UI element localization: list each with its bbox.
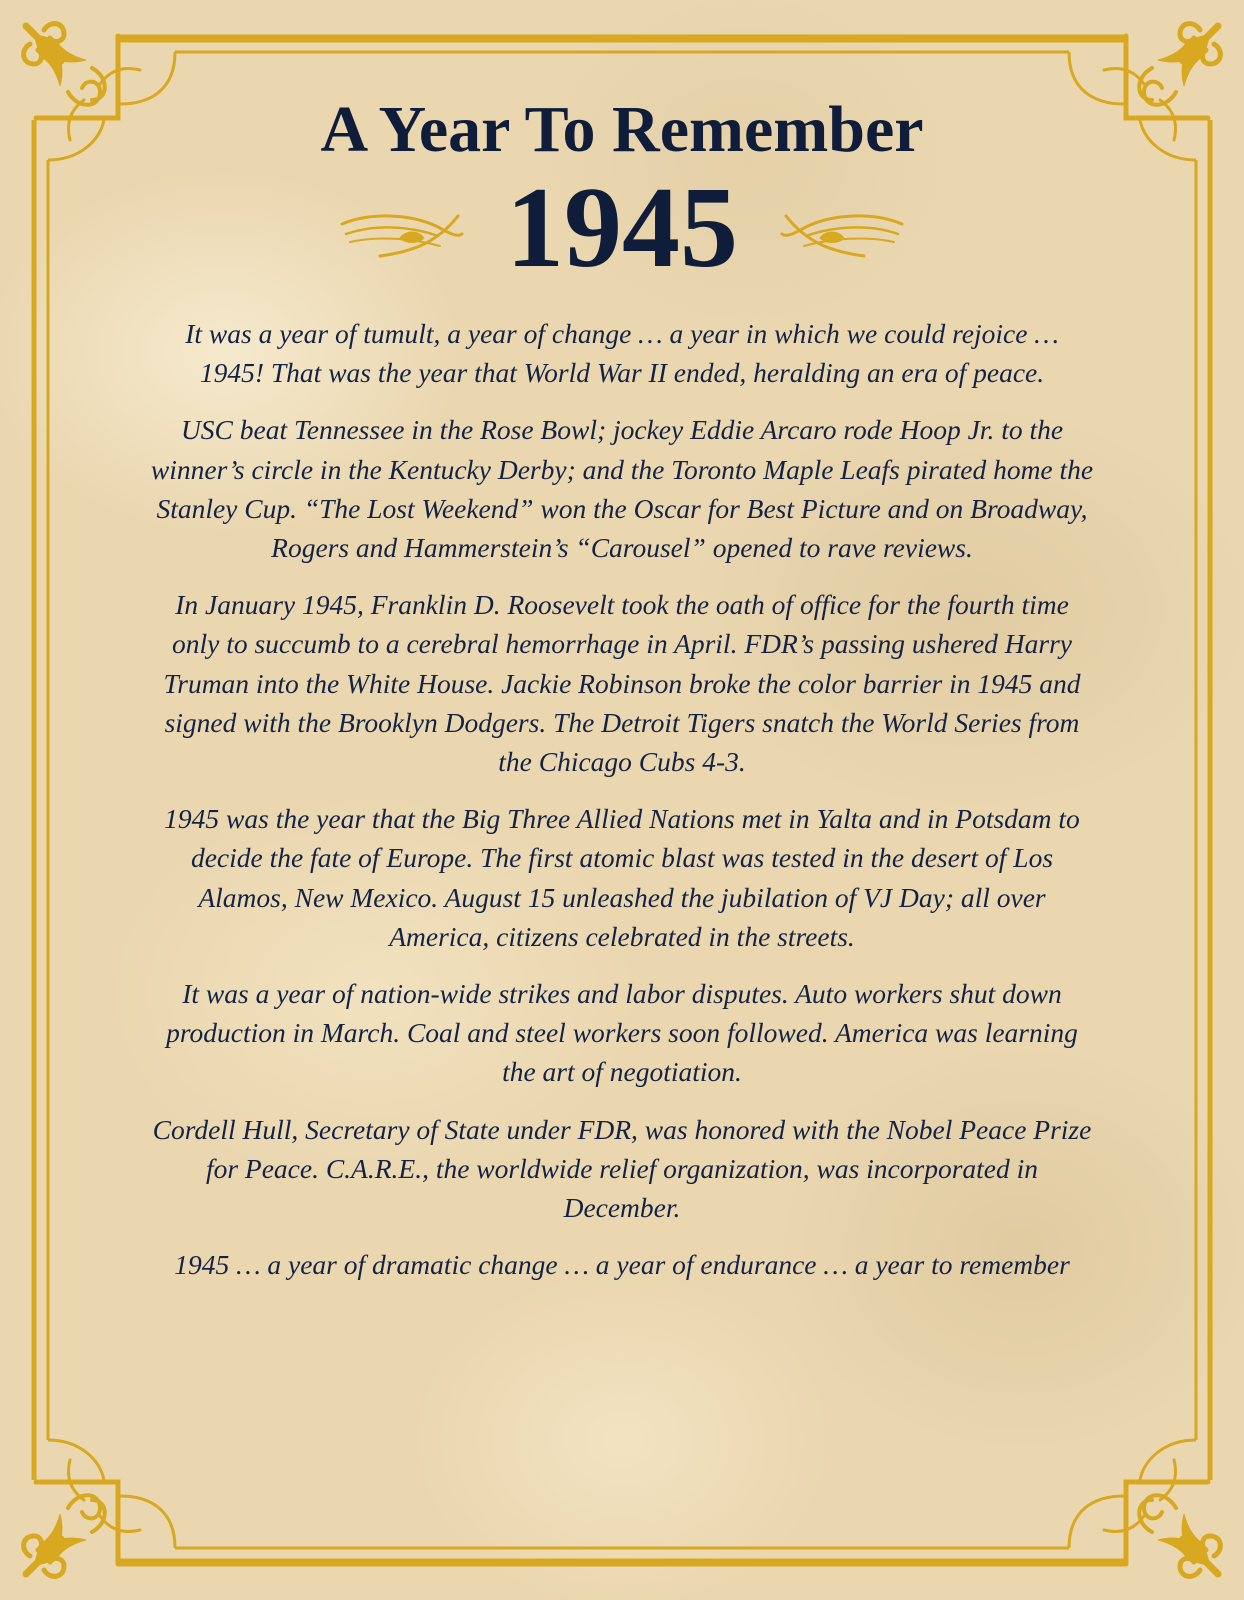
leaf-flourish-right-icon [778, 208, 904, 260]
paragraph-labor-strikes: It was a year of nation-wide strikes and labor disputes. Auto workers shut down production in March. Coal and steel workers soon followed. America was learning the art of negotiation. [166, 978, 1078, 1088]
year-heading: 1945 [506, 164, 738, 292]
paragraph-allied-nations: 1945 was the year that the Big Three Allied Nations met in Yalta and in Potsdam to decide the fate of Europe. The first atomic blast was tested in the desert of Los Alamos, New Mexico. August 15 unleashed the jubilation of VJ Day; all over America, citizens celebrated in the streets. [164, 803, 1080, 952]
leaf-flourish-left-icon [340, 208, 466, 260]
body-text [150, 314, 1094, 1302]
paragraph-nobel-care: Cordell Hull, Secretary of State under FDR, was honored with the Nobel Peace Prize for Peace. C.A.R.E., the worldwide relief organization, was incorporated in December. [152, 1113, 1092, 1224]
page-title: A Year To Remember [320, 93, 924, 166]
paragraph-war-ended: It was a year of tumult, a year of change … a year in which we could rejoice … 1945! That was the year that World War II ended, heralding an era of peace. [185, 318, 1059, 389]
paragraph-sports-arts: USC beat Tennessee in the Rose Bowl; jockey Eddie Arcaro rode Hoop Jr. to the winner’s circle in the Kentucky Derby; and the Toronto Maple Leafs pirated home the Stanley Cup. “The Lost Weekend” won the Oscar for Best Picture and on Broadway, Rogers and Hammerstein’s “Carousel” opened to rave reviews. [150, 414, 1094, 564]
paragraph-closing: 1945 … a year of dramatic change … a year of endurance … a year to remember [174, 1249, 1070, 1281]
paragraph-politics-baseball: In January 1945, Franklin D. Roosevelt took the oath of office for the fourth time only to succumb to a cerebral hemorrhage in April. FDR’s passing ushered Harry Truman into the White House. Jackie Robinson broke the color barrier in 1945 and signed with the Brooklyn Dodgers. The Detroit Tigers snatch the World Series from the Chicago Cubs 4-3. [163, 589, 1081, 778]
